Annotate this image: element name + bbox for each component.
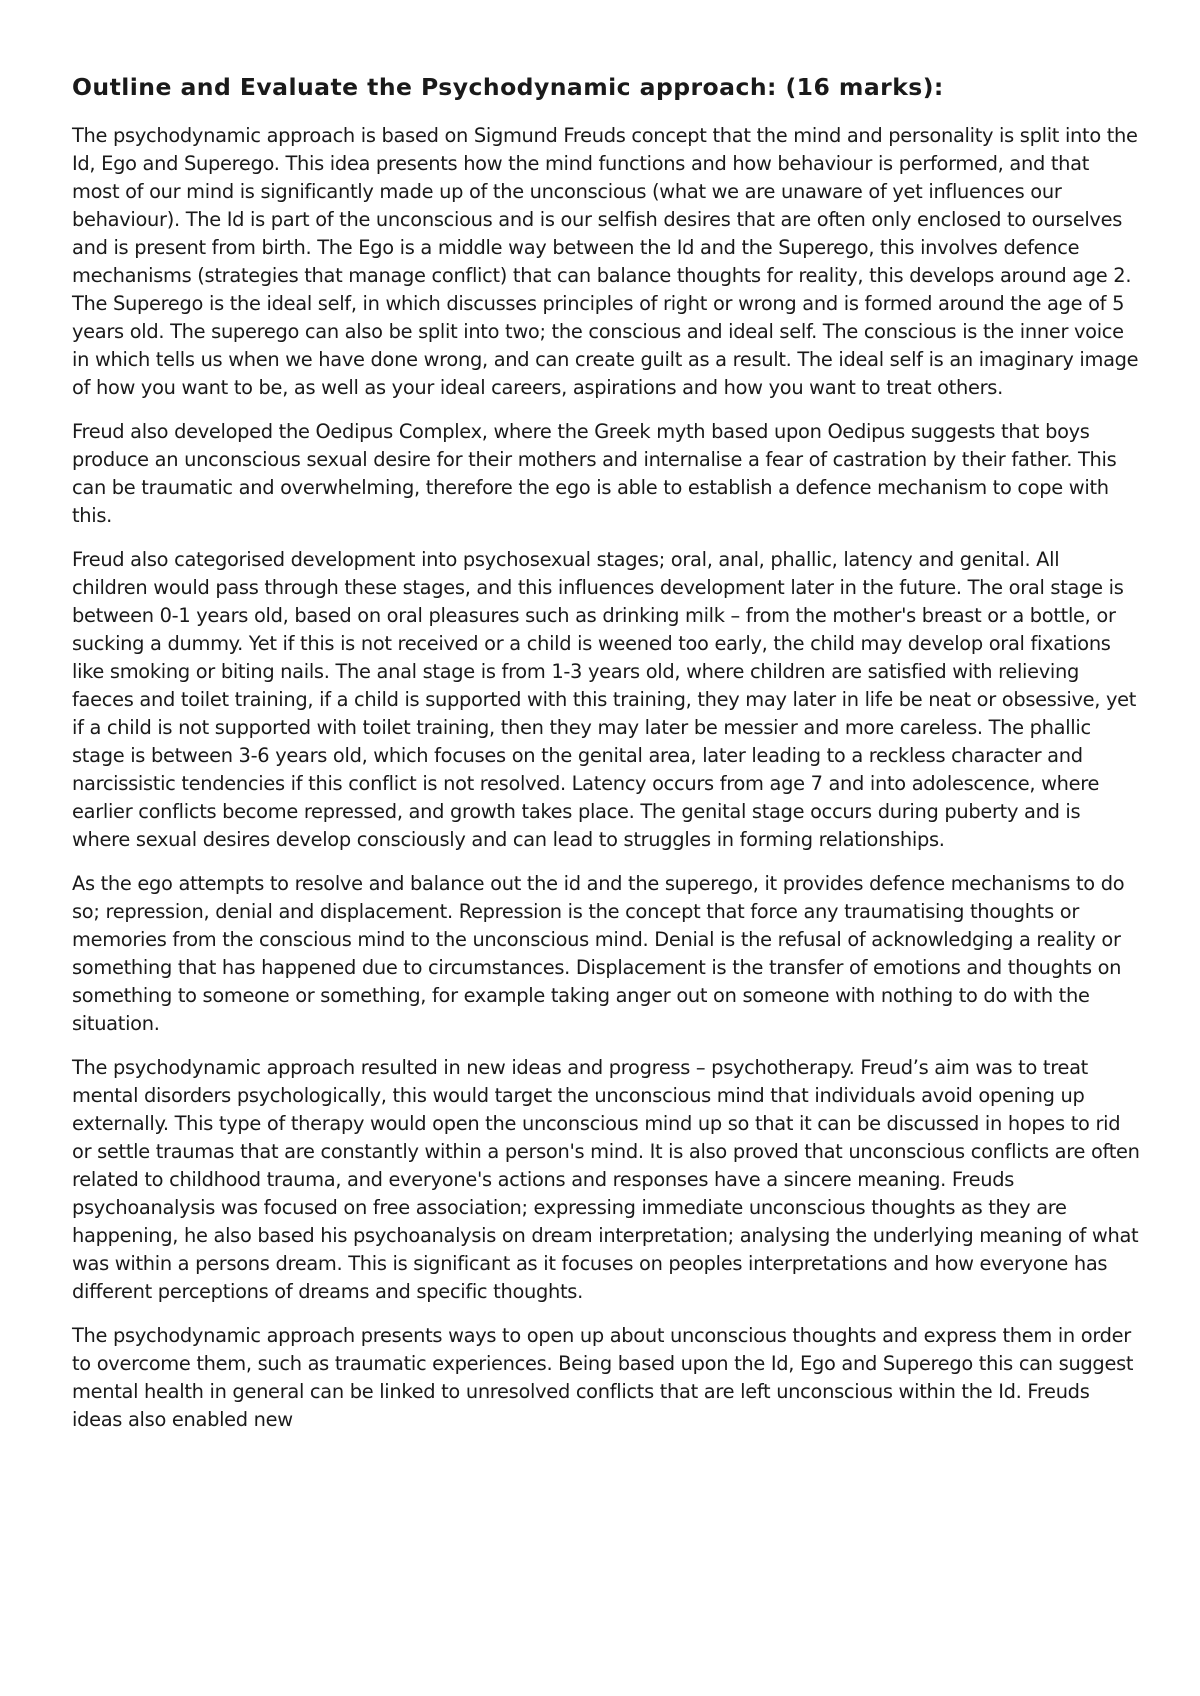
paragraph-psychotherapy: The psychodynamic approach resulted in new ideas and progress – psychotherapy. Freud’s aim was to treat mental disorders psychologically, this would target the unconscious mind that individuals avoid opening up externally. This type of therapy would open the unconscious mind up so that it can be discussed in hopes to rid or settle traumas that are constantly within a person's mind. It is also proved that unconscious conflicts are often related to childhood trauma, and everyone's actions and responses have a sincere meaning. Freuds psychoanalysis was focused on free association; expressing immediate unconscious thoughts as they are happening, he also based his psychoanalysis on dream interpretation; analysing the underlying meaning of what was within a persons dream. This is significant as it focuses on peoples interpretations and how everyone has different perceptions of dreams and specific thoughts. bbox=[72, 1056, 1140, 1303]
document-title: Outline and Evaluate the Psychodynamic approach: (16 marks): bbox=[72, 73, 944, 101]
paragraph-evaluation: The psychodynamic approach presents ways to open up about unconscious thoughts and express them in order to overcome them, such as traumatic experiences. Being based upon the Id, Ego and Superego this can suggest mental health in general can be linked to unresolved conflicts that are left unconscious within the Id. Freuds ideas also enabled new bbox=[72, 1324, 1134, 1431]
paragraph-defence-mechanisms: As the ego attempts to resolve and balance out the id and the superego, it provides defence mechanisms to do so; repression, denial and displacement. Repression is the concept that force any traumatising thoughts or memories from the conscious mind to the unconscious mind. Denial is the refusal of acknowledging a reality or something that has happened due to circumstances. Displacement is the transfer of emotions and thoughts on something to someone or something, for example taking anger out on someone with nothing to do with the situation. bbox=[72, 872, 1125, 1035]
paragraph-psychosexual-stages: Freud also categorised development into psychosexual stages; oral, anal, phallic, latency and genital. All children would pass through these stages, and this influences development later in the future. The oral stage is between 0-1 years old, based on oral pleasures such as drinking milk – from the mother's breast or a bottle, or sucking a dummy. Yet if this is not received or a child is weened too early, the child may develop oral fixations like smoking or biting nails. The anal stage is from 1-3 years old, where children are satisfied with relieving faeces and toilet training, if a child is supported with this training, they may later in life be neat or obsessive, yet if a child is not supported with toilet training, then they may later be messier and more careless. The phallic stage is between 3-6 years old, which focuses on the genital area, later leading to a reckless character and narcissistic tendencies if this conflict is not resolved. Latency occurs from age 7 and into adolescence, where earlier conflicts become repressed, and growth takes place. The genital stage occurs during puberty and is where sexual desires develop consciously and can lead to struggles in forming relationships. bbox=[72, 548, 1137, 851]
paragraph-id-ego-superego: The psychodynamic approach is based on Sigmund Freuds concept that the mind and personality is split into the Id, Ego and Superego. This idea presents how the mind functions and how behaviour is performed, and that most of our mind is significantly made up of the unconscious (what we are unaware of yet influences our behaviour). The Id is part of the unconscious and is our selfish desires that are often only enclosed to ourselves and is present from birth. The Ego is a middle way between the Id and the Superego, this involves defence mechanisms (strategies that manage conflict) that can balance thoughts for reality, this develops around age 2. The Superego is the ideal self, in which discusses principles of right or wrong and is formed around the age of 5 years old. The superego can also be split into two; the conscious and ideal self. The conscious is the inner voice in which tells us when we have done wrong, and can create guilt as a result. The ideal self is an imaginary image of how you want to be, as well as your ideal careers, aspirations and how you want to treat others. bbox=[72, 124, 1139, 399]
paragraph-oedipus-complex: Freud also developed the Oedipus Complex, where the Greek myth based upon Oedipus suggests that boys produce an unconscious sexual desire for their mothers and internalise a fear of castration by their father. This can be traumatic and overwhelming, therefore the ego is able to establish a defence mechanism to cope with this. bbox=[72, 420, 1117, 527]
